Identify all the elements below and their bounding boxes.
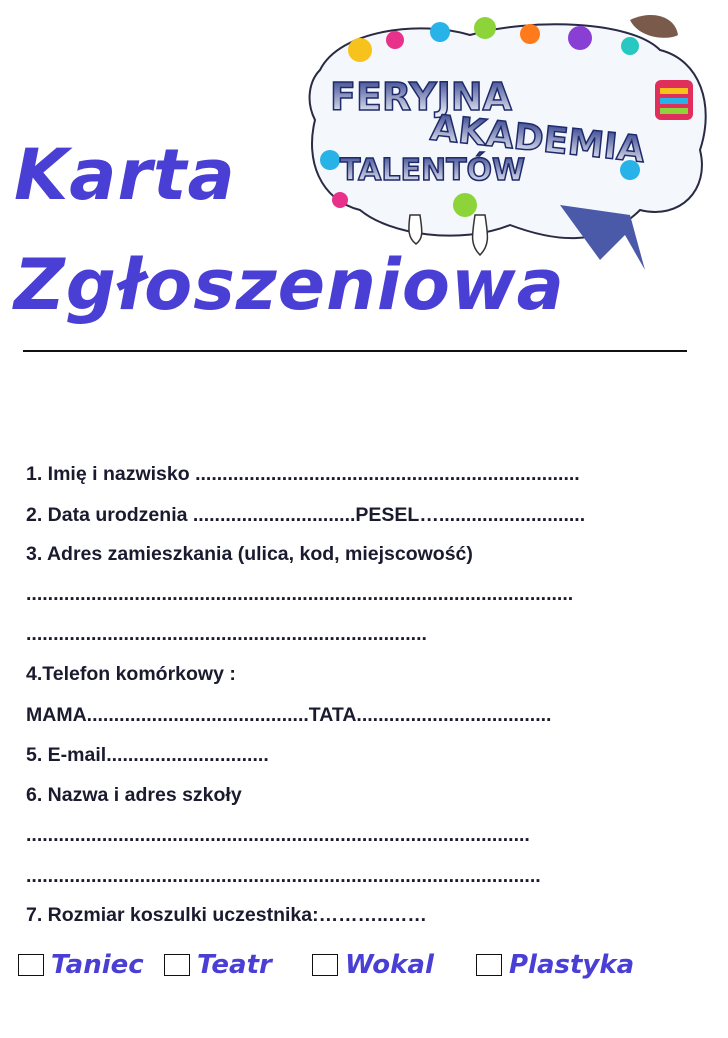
option-label-taniec: Taniec [51,950,144,980]
field-email[interactable]: 5. E-mail.............................. [26,744,269,766]
field-phone-parents[interactable]: MAMA.........................................TATA.................................... [26,704,552,726]
title-divider [23,350,687,352]
field-phone-label: 4.Telefon komórkowy : [26,663,236,685]
checkbox-wokal[interactable] [312,954,338,976]
checkbox-teatr[interactable] [164,954,190,976]
page-title-line2: Zgłoszeniowa [14,244,565,326]
option-label-plastyka: Plastyka [509,950,635,980]
field-tshirt-size[interactable]: 7. Rozmiar koszulki uczestnika:………..…… [26,904,427,926]
field-address-label: 3. Adres zamieszkania (ulica, kod, miejscowość) [26,543,473,565]
field-birthdate-pesel[interactable]: 2. Data urodzenia ..............................PESEL…........................... [26,504,586,526]
activity-options [18,950,718,990]
field-school-label: 6. Nazwa i adres szkoły [26,784,242,806]
field-address-line2[interactable]: .......................................................................... [26,623,427,645]
feryjna-akademia-talentow-logo [300,10,720,275]
option-label-teatr: Teatr [197,950,272,980]
field-school-line1[interactable]: ............................................................................................. [26,824,530,846]
checkbox-plastyka[interactable] [476,954,502,976]
logo-word-feryjna: FERYJNA [330,75,512,119]
field-name[interactable]: 1. Imię i nazwisko ....................................................................... [26,463,580,485]
logo-word-akademia: AKADEMIA [428,107,647,171]
logo-word-talentow: TALENTÓW [340,153,526,188]
checkbox-taniec[interactable] [18,954,44,976]
field-school-line2[interactable]: ............................................................................................... [26,865,541,887]
field-address-line1[interactable]: ..................................................................................................... [26,583,574,605]
option-label-wokal: Wokal [345,950,434,980]
page-title-line1: Karta [14,134,236,216]
